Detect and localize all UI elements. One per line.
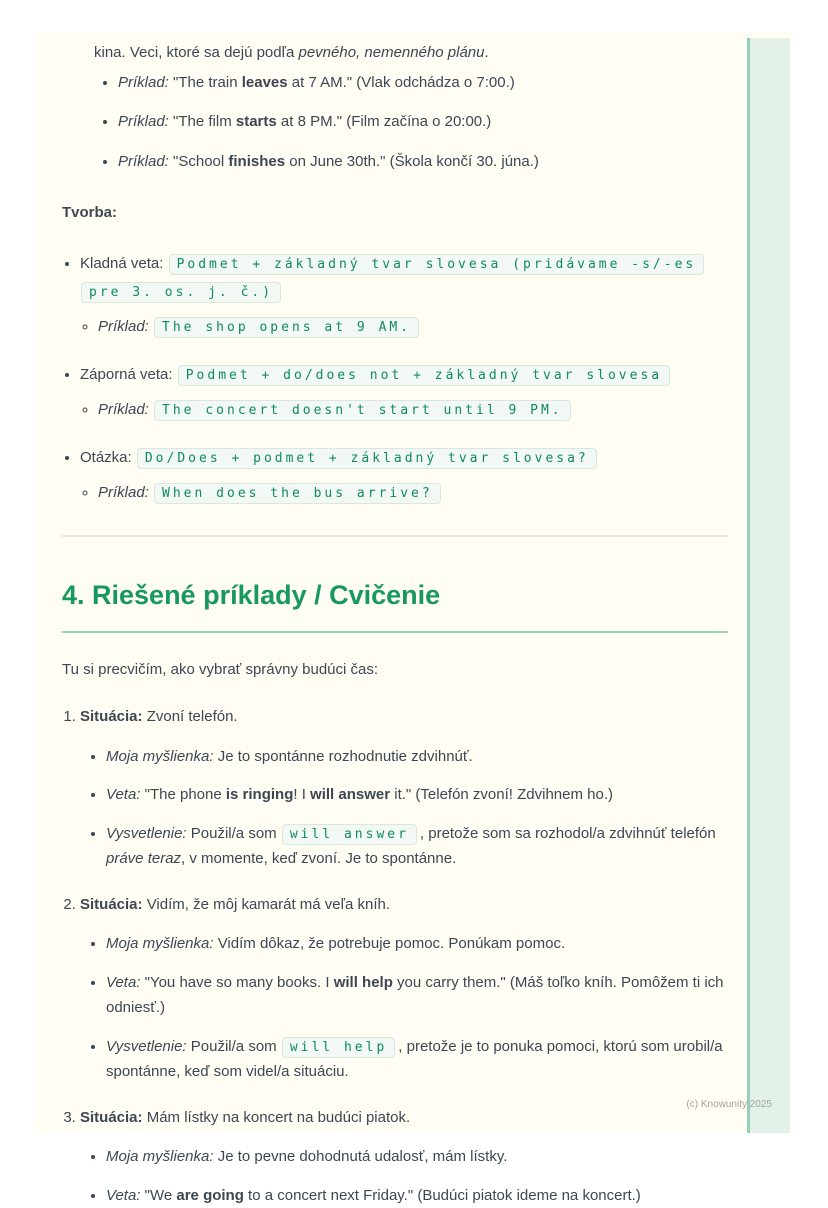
exercise-detail: • Moja myšlienka: Je to spontánne rozhodnutie zdvihnúť. (106, 744, 728, 770)
example-item: • Príklad: "The film starts at 8 PM." (Film začína o 20:00.) (118, 109, 728, 135)
exercise-title: Situácia: Zvoní telefón. (80, 708, 238, 726)
exercise-title: Situácia: Vidím, že môj kamarát má veľa kníh. (80, 895, 391, 913)
exercise-detail-list (80, 931, 728, 1085)
exercise-title: Situácia: Mám lístky na koncert na budúci piatok. (80, 1108, 411, 1126)
continuation-paragraph: kina. Veci, ktoré sa dejú podľa pevného, nemenného plánu. (94, 44, 489, 61)
exercise-detail: • Veta: "The phone is ringing! I will answer it." (Telefón zvoní! Zdvihnem ho.) (106, 782, 728, 808)
form-rule-example: ◦ Príklad: The concert doesn't start until 9 PM. (98, 396, 728, 425)
section-intro: Tu si precvičím, ako vybrať správny budúci čas: (62, 660, 379, 678)
form-rule-sublist (80, 479, 728, 508)
exercise-detail: • Moja myšlienka: Vidím dôkaz, že potrebuje pomoc. Ponúkam pomoc. (106, 931, 728, 957)
form-rule-item (80, 444, 728, 507)
exercise-detail: • Vysvetlenie: Použil/a som will answer , pretože som sa rozhodol/a zdvihnúť telefón práve teraz, v momente, keď zvoní. Je to spontánne. (106, 821, 728, 872)
exercise-item (80, 704, 728, 872)
form-rule-example: ◦ Príklad: The shop opens at 9 AM. (98, 313, 728, 342)
exercise-detail: • Veta: "We are going to a concert next Friday." (Budúci piatok ideme na koncert.) (106, 1183, 728, 1208)
document-page (34, 32, 792, 1204)
exercise-detail: • Veta: "You have so many books. I will help you carry them." (Máš toľko kníh. Pomôžem ti ich odniesť.) (106, 970, 728, 1021)
form-rules-list (62, 250, 728, 508)
exercise-detail-list (80, 1144, 728, 1208)
exercise-detail: • Moja myšlienka: Je to pevne dohodnutá udalosť, mám lístky. (106, 1144, 728, 1170)
form-rule-label: Otázka: Do/Does + podmet + základný tvar slovesa? (80, 449, 600, 466)
form-rule-item (80, 250, 728, 342)
form-rule-sublist (80, 313, 728, 342)
copyright-watermark: (c) Knowunity 2025 (686, 1099, 772, 1110)
form-rule-example: ◦ Príklad: When does the bus arrive? (98, 479, 728, 508)
example-item: • Príklad: "School finishes on June 30th." (Škola končí 30. júna.) (118, 149, 728, 175)
form-rule-sublist (80, 396, 728, 425)
form-rule-label: Záporná veta: Podmet + do/does not + základný tvar slovesa (80, 366, 673, 383)
document-content (34, 32, 792, 1208)
example-bullet-list (94, 70, 728, 175)
exercise-item (80, 1105, 728, 1208)
exercise-detail: • Vysvetlenie: Použil/a som will help , pretože je to ponuka pomoci, ktorú som urobil/a spontánne, keď som videl/a situáciu. (106, 1034, 728, 1085)
example-item: • Príklad: "The train leaves at 7 AM." (Vlak odchádza o 7:00.) (118, 70, 728, 96)
form-rule-item (80, 361, 728, 424)
exercise-list (62, 704, 728, 1208)
exercise-item (80, 892, 728, 1085)
section-divider (62, 535, 728, 537)
exercise-detail-list (80, 744, 728, 872)
section-title: 4. Riešené príklady / Cvičenie (62, 573, 728, 633)
tvorba-heading: Tvorba: (62, 204, 118, 221)
form-rule-label: Kladná veta: Podmet + základný tvar slovesa (pridávame -s/-es pre 3. os. j. č.) (80, 255, 707, 301)
